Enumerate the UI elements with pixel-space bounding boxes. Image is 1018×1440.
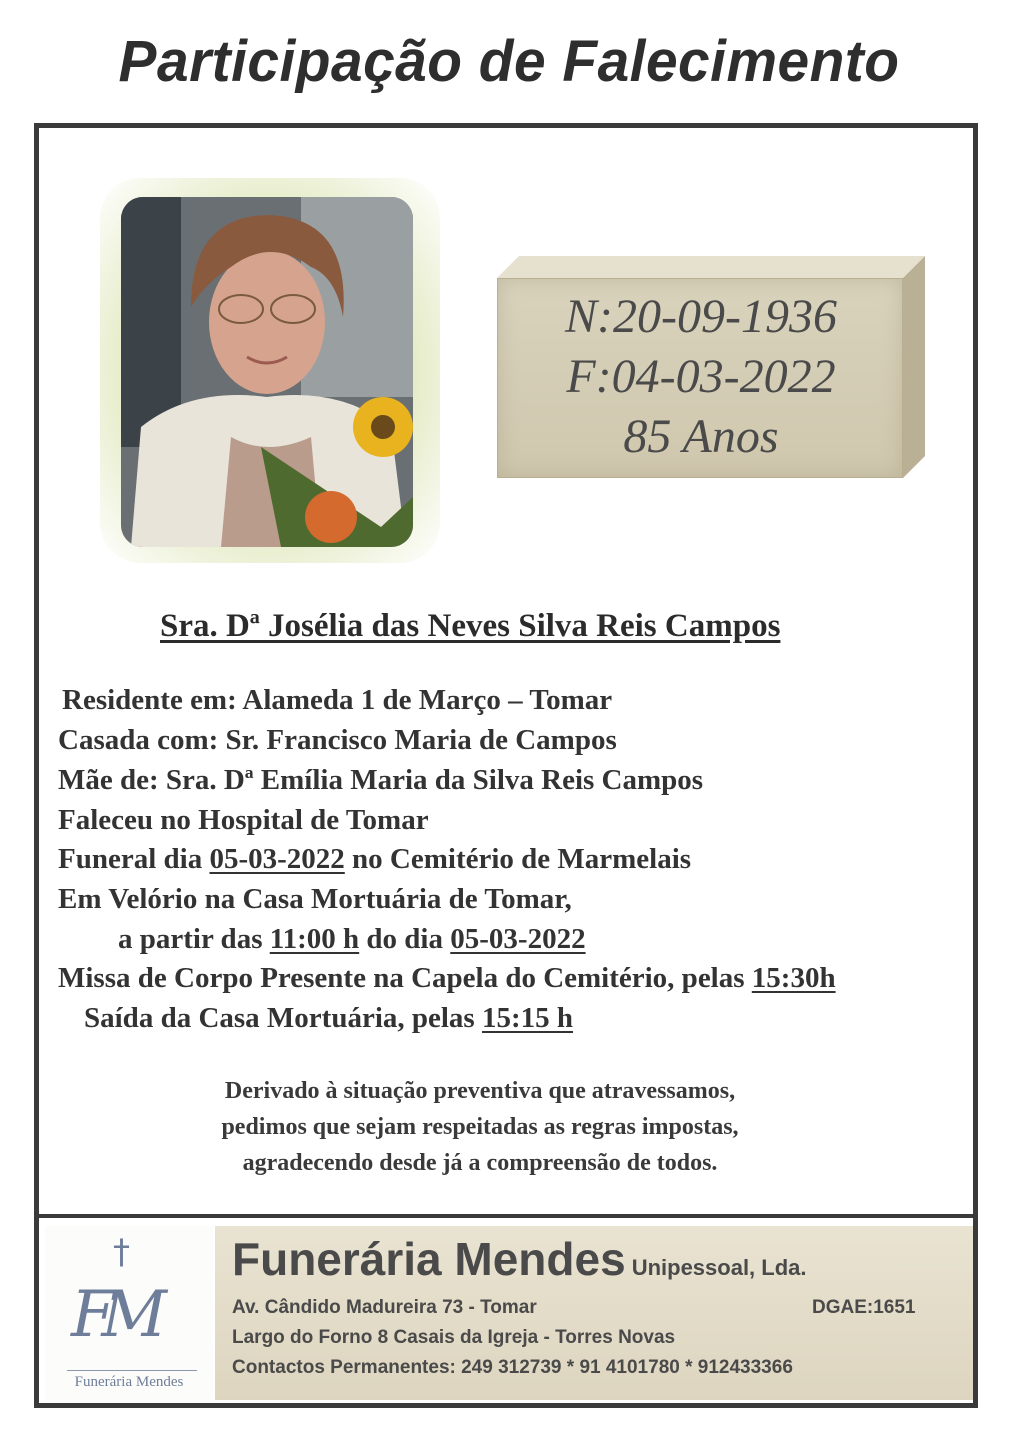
departure-time: 15:15 h <box>481 1002 574 1034</box>
page-title: Participação de Falecimento <box>118 29 900 94</box>
wake-day-prefix: do dia <box>366 923 443 955</box>
death-date: F:04-03-2022 <box>566 350 836 403</box>
address-tomar: Av. Cândido Madureira 73 - Tomar <box>232 1297 537 1318</box>
company-suffix: Unipessoal, Lda. <box>631 1255 807 1280</box>
died-at-line: Faleceu no Hospital de Tomar <box>58 804 429 836</box>
company-main: Funerária Mendes <box>232 1233 626 1285</box>
logo-text: Funerária Mendes <box>74 1374 184 1390</box>
address-torres-novas: Largo do Forno 8 Casais da Igreja - Torres Novas <box>232 1327 676 1348</box>
note-line: pedimos que sejam respeitadas as regras impostas, <box>221 1114 739 1140</box>
funeral-line <box>58 843 691 876</box>
stone-front-face <box>497 278 903 478</box>
note-line: Derivado à situação preventiva que atravessamos, <box>224 1078 736 1104</box>
deceased-name: Sra. Dª Josélia das Neves Silva Reis Campos <box>160 608 781 644</box>
stone-side-face <box>903 256 925 478</box>
mass-line <box>58 962 836 995</box>
mass-time: 15:30h <box>751 962 836 994</box>
stone-top-face <box>497 256 925 278</box>
residence-line: Residente em: Alameda 1 de Março – Tomar <box>62 684 613 716</box>
wake-line: Em Velório na Casa Mortuária de Tomar, <box>58 883 572 915</box>
wake-time-line <box>118 923 586 956</box>
wake-time: 11:00 h <box>269 923 360 955</box>
footer-divider <box>34 1214 978 1218</box>
spouse-line: Casada com: Sr. Francisco Maria de Campos <box>58 724 617 756</box>
funeral-prefix: Funeral dia <box>58 843 203 875</box>
funeral-suffix: no Cemitério de Marmelais <box>352 843 692 875</box>
dgae-number: DGAE:1651 <box>812 1297 916 1318</box>
cross-icon: † <box>113 1232 130 1272</box>
logo-monogram: FM <box>71 1278 153 1352</box>
wake-date: 05-03-2022 <box>450 923 586 955</box>
mother-of-line: Mãe de: Sra. Dª Emília Maria da Silva Reis Campos <box>58 764 704 796</box>
company-name <box>232 1232 807 1286</box>
age: 85 Anos <box>623 410 779 463</box>
portrait-photo <box>121 197 413 547</box>
dates-stone <box>497 256 925 478</box>
funeral-date: 05-03-2022 <box>209 843 345 875</box>
portrait-illustration <box>121 197 413 547</box>
logo-divider <box>67 1370 197 1371</box>
departure-prefix: Saída da Casa Mortuária, pelas <box>84 1002 475 1034</box>
mass-prefix: Missa de Corpo Presente na Capela do Cemitério, pelas <box>58 962 745 994</box>
departure-line <box>84 1002 573 1035</box>
contacts-line: Contactos Permanentes: 249 312739 * 91 4101780 * 912433366 <box>232 1357 793 1378</box>
birth-date: N:20-09-1936 <box>565 290 837 343</box>
wake-from-prefix: a partir das <box>118 923 263 955</box>
note-line: agradecendo desde já a compreensão de todos. <box>242 1150 718 1176</box>
funeral-home-logo <box>45 1226 213 1400</box>
